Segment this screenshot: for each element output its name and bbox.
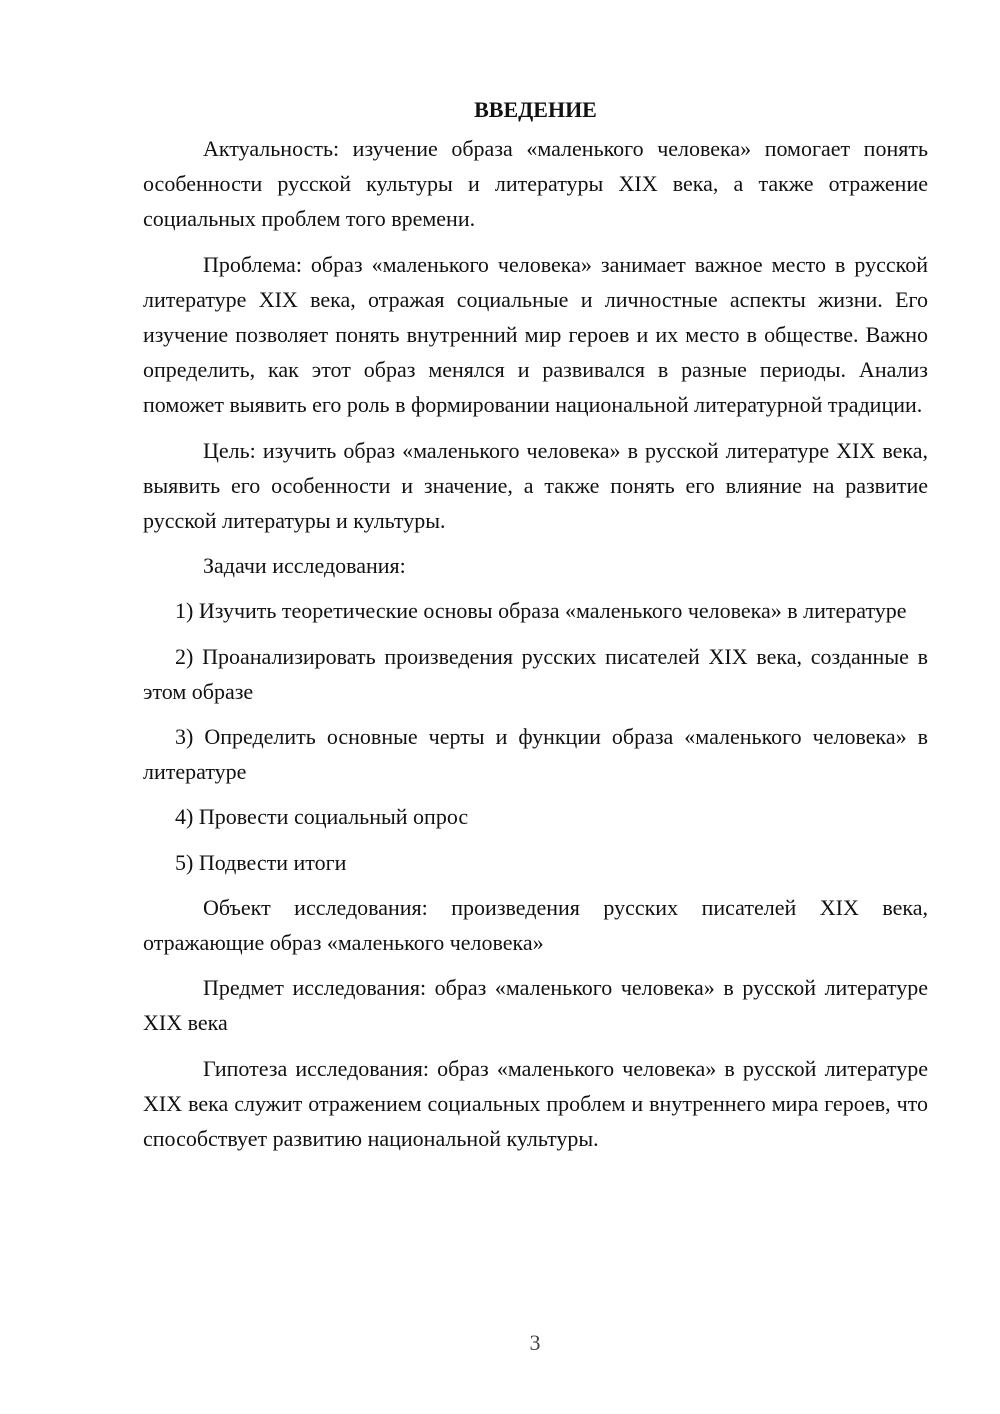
paragraph-problem: Проблема: образ «маленького человека» занимает важное место в русской литературе XIX века, отражая социальные и личностные аспекты жизни. Его изучение позволяет понять внутренний мир героев и их место в обществе. Важно определить, как этот образ менялся и развивался в разные периоды. Анализ поможет выявить его роль в формировании национальной литературной традиции. <box>143 251 928 418</box>
document-page <box>143 92 928 1166</box>
paragraph-hypothesis: Гипотеза исследования: образ «маленького человека» в русской литературе XIX века служит отражением социальных проблем и внутреннего мира героев, что способствует развитию национальной культуры. <box>143 1055 928 1152</box>
task-item-4: 4) Провести социальный опрос <box>175 804 469 830</box>
task-item-1: 1) Изучить теоретические основы образа «маленького человека» в литературе <box>175 598 907 624</box>
task-item-5: 5) Подвести итоги <box>175 849 347 875</box>
paragraph-object: Объект исследования: произведения русских писателей XIX века, отражающие образ «маленького человека» <box>143 894 928 956</box>
page-title: ВВЕДЕНИЕ <box>474 97 597 122</box>
task-item-2: 2) Проанализировать произведения русских писателей XIX века, созданные в этом образе <box>143 643 928 704</box>
paragraph-goal: Цель: изучить образ «маленького человека» в русской литературе XIX века, выявить его особенности и значение, а также понять его влияние на развитие русской литературы и культуры. <box>143 437 928 534</box>
paragraph-relevance: Актуальность: изучение образа «маленького человека» помогает понять особенности русской культуры и литературы XIX века, а также отражение социальных проблем того времени. <box>143 136 928 232</box>
task-item-3: 3) Определить основные черты и функции образа «маленького человека» в литературе <box>143 724 928 785</box>
page-number: 3 <box>529 1330 541 1355</box>
paragraph-subject: Предмет исследования: образ «маленького человека» в русской литературе XIX века <box>143 975 928 1036</box>
tasks-heading: Задачи исследования: <box>203 553 406 579</box>
